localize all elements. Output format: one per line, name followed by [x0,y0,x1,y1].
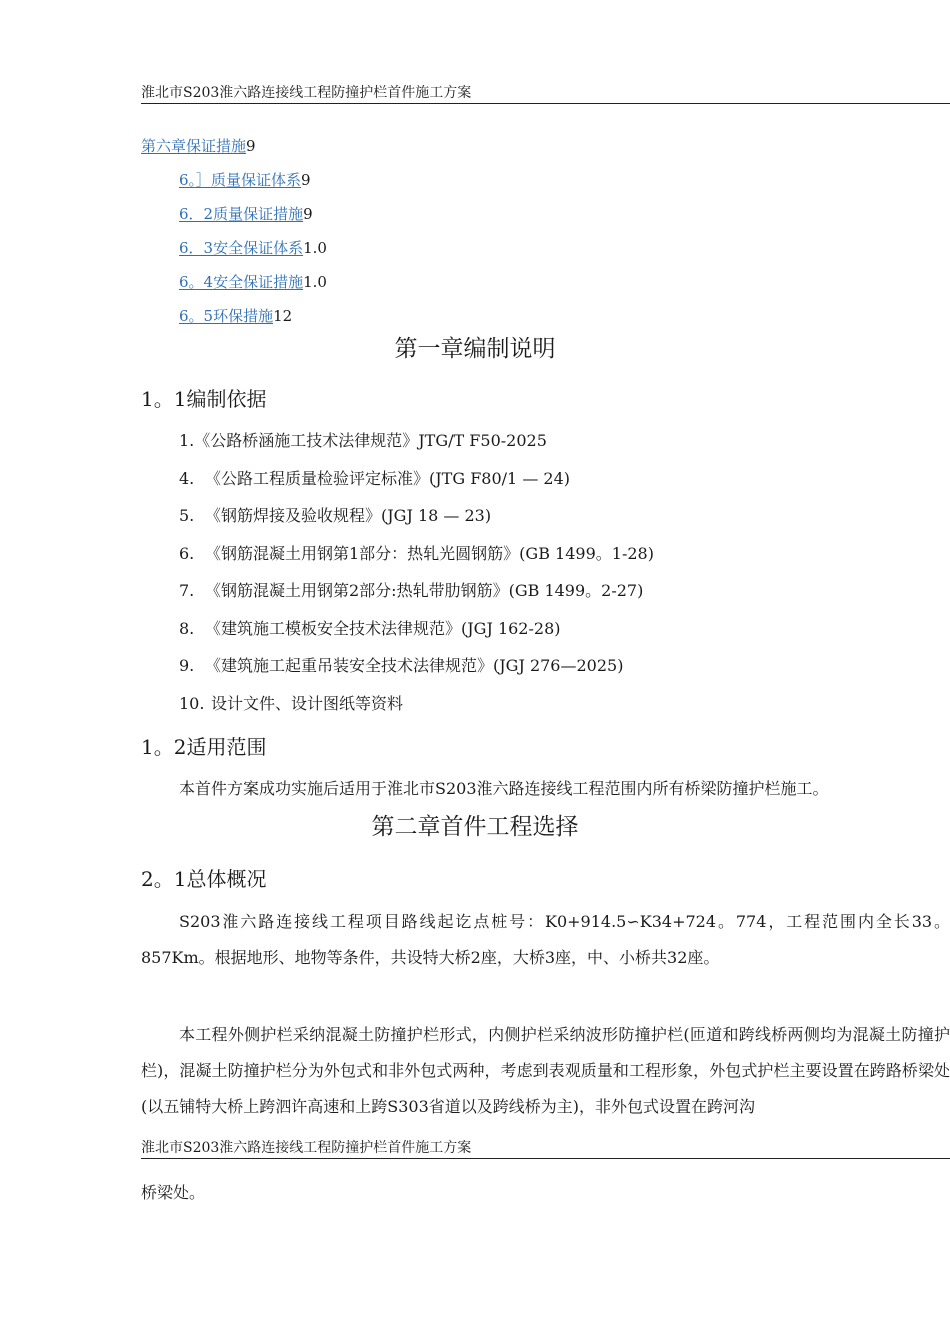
reference-item [179,580,643,602]
reference-text: 《钢筋混凝土用钢第2部分:热轧带肋钢筋》(GB 1499。2-27) [205,581,644,600]
toc-item-page: 9 [303,205,313,223]
toc-item-label[interactable]: 6．2质量保证措施 [179,205,304,223]
body-paragraph: 本首件方案成功实施后适用于淮北市S203淮六路连接线工程范围内所有桥梁防撞护栏施工。 [179,779,829,798]
body-paragraph-continued: 桥梁处。 [141,1183,206,1202]
toc-item[interactable] [179,238,327,258]
toc-item-page: 12 [273,307,293,325]
toc-item-page: 1.0 [303,273,327,291]
reference-item [179,505,491,527]
reference-text: 《公路工程质量检验评定标准》(JTG F80/1 — 24) [205,469,571,488]
toc-item[interactable] [179,204,313,224]
reference-item [179,693,403,715]
reference-text: 《公路桥涵施工技术法律规范》JTG/T F50-2025 [194,431,547,450]
page-header [141,83,950,104]
chapter-title: 第二章首件工程选择 [371,814,579,840]
reference-num: 10. [179,694,205,713]
toc-item-page: 9 [301,171,311,189]
toc-item-label[interactable]: 第六章保证措施 [141,137,247,155]
reference-text: 《钢筋混凝土用钢第1部分：热轧光圆钢筋》(GB 1499。1-28) [205,544,654,563]
page-header-title: 淮北市S203淮六路连接线工程防撞护栏首件施工方案 [141,1140,472,1156]
section-title: 1。2适用范围 [141,735,267,759]
toc-item[interactable] [179,170,311,190]
toc-item-page: 1.0 [303,239,327,257]
chapter-title: 第一章编制说明 [394,336,556,362]
reference-item [179,543,654,565]
reference-num: 8. [179,619,195,638]
toc-item[interactable] [179,306,292,326]
toc-item[interactable] [141,136,256,156]
reference-item [179,468,570,490]
section-title: 1。1编制依据 [141,387,267,411]
page-header-title: 淮北市S203淮六路连接线工程防撞护栏首件施工方案 [141,85,472,101]
reference-item [179,430,547,452]
reference-num: 4. [179,469,195,488]
reference-num: 5. [179,506,195,525]
reference-text: 设计文件、设计图纸等资料 [211,694,404,713]
body-paragraph: S203淮六路连接线工程项目路线起讫点桩号：K0+914.5∽K34+724。774，工程范围内全长33。857Km。根据地形、地物等条件，共设特大桥2座，大桥3座，中、小桥共32座。 [141,912,950,967]
reference-item [179,618,561,640]
toc-item-label[interactable]: 6。5环保措施 [179,307,274,325]
toc-item-label[interactable]: 6。］质量保证体系 [179,171,302,189]
reference-text: 《建筑施工模板安全技术法律规范》(JGJ 162-28) [205,619,561,638]
toc-item[interactable] [179,272,327,292]
body-paragraph: 本工程外侧护栏采纳混凝土防撞护栏形式，内侧护栏采纳波形防撞护栏(匝道和跨线桥两侧均为混凝土防撞护栏)，混凝土防撞护栏分为外包式和非外包式两种，考虑到表观质量和工程形象，外包式护栏主要设置在跨路桥梁处(以五铺特大桥上跨泗许高速和上跨S303省道以及跨线桥为主)，非外包式设置在跨河沟 [141,1025,950,1116]
reference-text: 《建筑施工起重吊装安全技术法律规范》(JGJ 276—2025) [205,656,624,675]
reference-num: 9. [179,656,195,675]
section-title: 2。1总体概况 [141,867,267,891]
reference-num: 7. [179,581,195,600]
toc-item-page: 9 [246,137,256,155]
reference-num: 1. [179,431,195,450]
reference-num: 6. [179,544,195,563]
toc-item-label[interactable]: 6。4安全保证措施 [179,273,304,291]
reference-item [179,655,623,677]
page-header [141,1138,950,1159]
toc-item-label[interactable]: 6．3安全保证体系 [179,239,304,257]
reference-text: 《钢筋焊接及验收规程》(JGJ 18 — 23) [205,506,492,525]
